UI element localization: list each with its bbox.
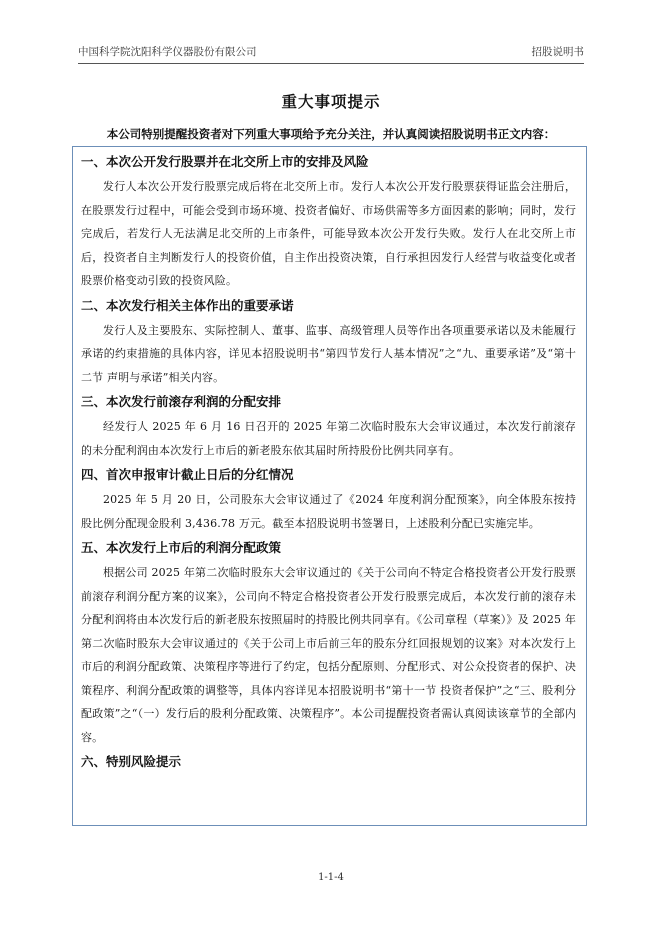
section-heading: 二、本次发行相关主体作出的重要承诺 <box>81 297 294 313</box>
page-number: 1-1-4 <box>318 872 344 883</box>
notice-box <box>72 146 587 826</box>
section-heading: 三、本次发行前滚存利润的分配安排 <box>81 394 282 409</box>
section-paragraph: 经发行人 2025 年 6 月 16 日召开的 2025 年第二次临时股东大会审议通过，本次发行前滚存的未分配利润由本次发行上市后的新老股东依其届时所持股份比例共同享有。 <box>81 420 576 457</box>
section-paragraph: 2025 年 5 月 20 日，公司股东大会审议通过了《2024 年度利润分配预案》，向全体股东按持股比例分配现金股利 3,436.78 万元。截至本招股说明书签署日，上述股利分配已实施完毕。 <box>81 493 576 530</box>
company-name: 中国科学院沈阳科学仪器股份有限公司 <box>78 46 257 58</box>
section-paragraph: 发行人本次公开发行股票完成后将在北交所上市。发行人本次公开发行股票获得证监会注册后，在股票发行过程中，可能会受到市场环境、投资者偏好、市场供需等多方面因素的影响；同时，发行完成后，若发行人无法满足北交所的上市条件，可能导致本次公开发行失败。发行人在北交所上市后，投资者自主判断发行人的投资价值，自主作出投资决策，自行承担因发行人经营与收益变化或者股票价格变动引致的投资风险。 <box>81 180 576 287</box>
running-header <box>78 44 584 64</box>
document-name: 招股说明书 <box>531 46 584 58</box>
section-heading: 四、首次申报审计截止日后的分红情况 <box>81 467 294 482</box>
section-heading: 五、本次发行上市后的利润分配政策 <box>81 540 282 555</box>
section-heading: 六、特别风险提示 <box>81 754 182 769</box>
page-title: 重大事项提示 <box>281 93 381 111</box>
section-heading: 一、本次公开发行股票并在北交所上市的安排及风险 <box>81 154 369 169</box>
section-paragraph: 根据公司 2025 年第二次临时股东大会审议通过的《关于公司向不特定合格投资者公开发行股票前滚存利润分配方案的议案》，公司向不特定合格投资者公开发行股票完成后，本次发行前的滚存未分配利润将由本次发行后的新老股东按照届时的持股比例共同享有。《公司章程（草案）》及 2025 年第二次临时股东大会审议通过的《关于公司上市后前三年的股东分红回报规划的议案》对本次发行上市后的利润分配政策、决策程序等进行了约定，包括分配原则、分配形式、对公众投资者的保护、决策程序、利润分配政策的调整等，具体内容详见本招股说明书“第十一节 投资者保护”之“三、股利分配政策”之“（一）发行后的股利分配政策、决策程序”。本公司提醒投资者需认真阅读该章节的全部内容。 <box>81 566 576 744</box>
section-paragraph: 发行人及主要股东、实际控制人、董事、监事、高级管理人员等作出各项重要承诺以及未能履行承诺的约束措施的具体内容，详见本招股说明书“第四节发行人基本情况”之“九、重要承诺”及“第十二节 声明与承诺”相关内容。 <box>81 323 576 384</box>
intro-statement: 本公司特别提醒投资者对下列重大事项给予充分关注，并认真阅读招股说明书正文内容： <box>106 127 556 141</box>
